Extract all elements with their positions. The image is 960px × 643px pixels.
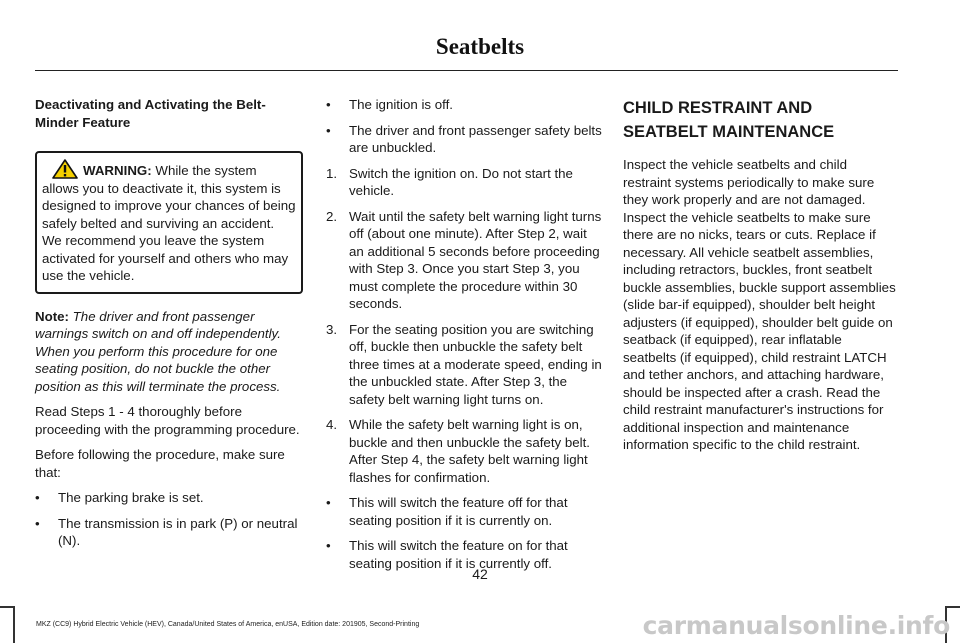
list-item [326, 96, 602, 114]
step-item [326, 416, 602, 486]
crop-mark-left [0, 606, 15, 643]
bullet-icon: • [326, 122, 331, 138]
list-item [326, 122, 602, 157]
step-item [326, 165, 602, 200]
note-label: Note: [35, 308, 69, 324]
step-item [326, 208, 602, 313]
note-text: The driver and front passenger warnings switch on and off independently. When you perform this procedure for one seating position, do not buckle the other position as this will terminate the process. [35, 308, 281, 394]
step-number: 1. [326, 165, 338, 181]
step-item [326, 321, 602, 409]
warning-box [35, 151, 303, 294]
warning-triangle-icon [52, 159, 78, 179]
step-text: Wait until the safety belt warning light turns off (about one minute). After Step 2, wait an additional 5 seconds before proceeding with Step 3. Once you start Step 3, you must complete the procedure within 30 seconds. [349, 208, 602, 311]
footer-edition-info: MKZ (CC9) Hybrid Electric Vehicle (HEV), Canada/United States of America, enUSA, Edition date: 201905, Second-Printing [36, 621, 420, 628]
bullet-icon: • [35, 515, 40, 531]
bullet-icon: • [326, 538, 331, 553]
note [35, 308, 303, 396]
list-item-text: The parking brake is set. [58, 490, 204, 505]
section-title: CHILD RESTRAINT AND SEATBELT MAINTENANCE [623, 99, 835, 141]
step-text: While the safety belt warning light is on, buckle and then unbuckle the safety belt. After Step 4, the safety belt warning light flashes for confirmation. [349, 417, 590, 485]
header-divider [35, 70, 898, 71]
paragraph: Read Steps 1 - 4 thoroughly before proceeding with the programming procedure. [35, 404, 300, 437]
watermark-logo: carmanualsonline.info [642, 611, 950, 640]
subheading: Deactivating and Activating the Belt-Minder Feature [35, 97, 266, 130]
middle-column [326, 96, 602, 580]
page-title: Seatbelts [435, 34, 525, 59]
warning-label: WARNING: [83, 163, 152, 178]
list-item-text: This will switch the feature on for that seating position if it is currently off. [349, 538, 568, 571]
list-item-text: The ignition is off. [349, 97, 453, 112]
warning-text: While the system allows you to deactivate it, this system is designed to improve your chances of being safely belted and surviving an accident. We recommend you leave the system activated for yourself and others who may use the vehicle. [42, 163, 296, 283]
bullet-icon: • [35, 490, 40, 505]
bullet-icon: • [326, 495, 331, 510]
list-item [326, 494, 602, 529]
list-item-text: The driver and front passenger safety belts are unbuckled. [349, 122, 602, 155]
paragraph: Before following the procedure, make sure that: [35, 447, 285, 480]
list-item [35, 489, 303, 507]
maintenance-paragraph: Inspect the vehicle seatbelts and child restraint systems periodically to make sure they work properly and are not damaged. Inspect the vehicle seatbelts to make sure there are no nicks, tears or cuts. Replace if necessary. All vehicle seatbelt assemblies, including retractors, buckles, front seatbelt buckle assemblies, buckle support assemblies (slide bar-if equipped), shoulder belt height adjusters (if equipped), shoulder belt guide on seatback (if equipped), rear inflatable seatbelts (if equipped), child restraint LATCH and tether anchors, and attaching hardware, should be inspected after a crash. Read the child restraint manufacturer's instructions for additional inspection and maintenance information specific to the child restraint. [623, 157, 896, 452]
list-item-text: The transmission is in park (P) or neutral (N). [58, 515, 298, 548]
right-column [623, 96, 896, 462]
step-text: Switch the ignition on. Do not start the vehicle. [349, 165, 573, 198]
step-number: 2. [326, 208, 338, 224]
step-number: 3. [326, 321, 338, 337]
left-column [35, 96, 303, 558]
page-number: 42 [472, 566, 488, 582]
list-item-text: This will switch the feature off for that seating position if it is currently on. [349, 495, 568, 528]
step-number: 4. [326, 417, 338, 432]
step-text: For the seating position you are switching off, buckle then unbuckle the safety belt three times at a moderate speed, ending in the unbuckled state. After Step 3, the safety belt warning light turns on. [349, 321, 602, 407]
bullet-icon: • [326, 97, 331, 112]
list-item [35, 515, 303, 550]
